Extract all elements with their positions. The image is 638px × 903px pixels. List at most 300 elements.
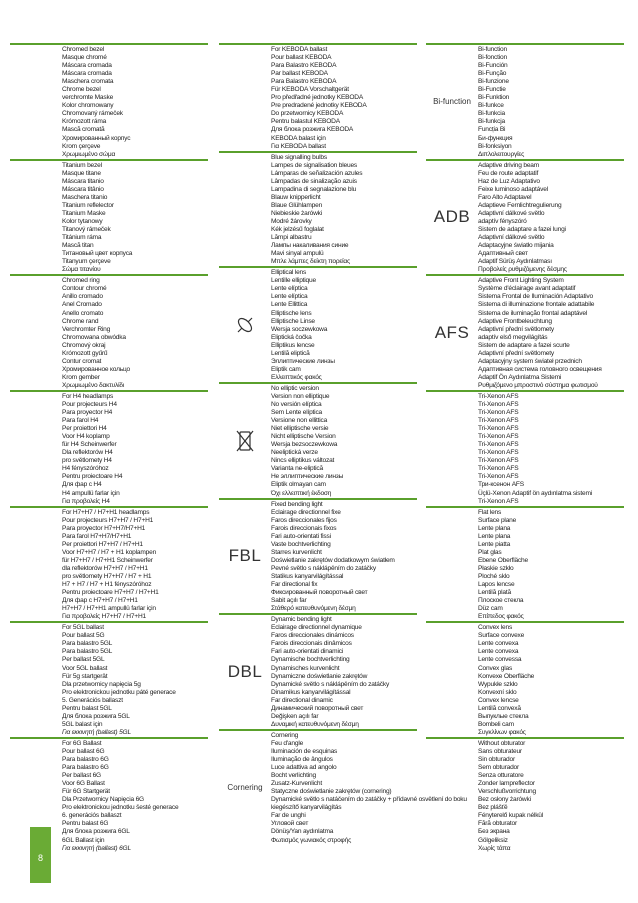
translation-item: Sistem de adaptare a fazei scurte	[478, 341, 570, 349]
translation-item: Maschera titanio	[62, 193, 108, 201]
translation-item: Contur cromat	[62, 357, 102, 365]
translation-list	[271, 268, 417, 382]
translation-item: Vaste bochtverlichting	[271, 540, 331, 548]
translation-item: pro světlomety H7+H7 / H7 + H1	[62, 573, 152, 580]
translation-item: Titanový rámeček	[62, 226, 111, 234]
translation-item: Wersja soczewkowa	[271, 325, 328, 333]
translation-item: Funcția Bi	[478, 126, 506, 134]
translation-item: Eclairage directionnel dynamique	[271, 624, 362, 632]
translation-item: Dynamické světlo s náklápěním do zatáčky	[271, 680, 390, 688]
section-label	[10, 45, 62, 159]
translation-item: Tri-Xenon AFS	[478, 473, 519, 481]
translation-item: Eclairage directionnel fixe	[271, 508, 341, 516]
translation-item: Pour ballast 5G	[62, 632, 105, 640]
translation-item: Chromed bezel	[62, 46, 105, 53]
translation-item: Für 6G Startgerät	[62, 788, 110, 796]
translation-item: Adaptieve Fernlichtregulierung	[478, 201, 562, 209]
translation-item: Lapos lencse	[478, 581, 515, 589]
translation-item: Adaptif Sürüş Aydınlatması	[478, 258, 552, 266]
translation-item: Lente plana	[478, 532, 511, 540]
translation-item: Bombeli cam	[478, 720, 514, 728]
translation-item: Динамический поворотный свет	[271, 704, 364, 712]
translation-item: Bi-funkce	[478, 102, 504, 110]
translation-list	[271, 500, 417, 614]
translation-item: Adaptivní dálkové světlo	[478, 209, 545, 217]
translation-item: Máscara titânio	[62, 185, 104, 193]
translation-item: Iluminação de ângulos	[271, 756, 333, 764]
translation-item: Adaptivní přední světlomety	[478, 349, 554, 357]
translation-item: Lente Ellittica	[271, 301, 308, 309]
translation-item: Pour ballast 6G	[62, 747, 105, 755]
section-noobturator	[426, 737, 624, 853]
translation-item: Pevné světlo s náklápěním do zatáčky	[271, 564, 376, 572]
elliptical-lens-icon	[219, 268, 271, 382]
translation-list	[478, 508, 624, 622]
translation-item: Do przetwornicy KEBODA	[271, 110, 344, 118]
translation-item: H4 ampullü farlar için	[62, 489, 120, 497]
column-3	[426, 43, 624, 853]
translation-item: 5GL balast için	[62, 720, 103, 728]
translation-item: Угловой свет	[271, 820, 309, 828]
translation-item: Для фар с H7+H7 / H7+H1	[62, 597, 138, 605]
translation-item: Para farol H4	[62, 417, 99, 425]
translation-item: For KEBODA ballast	[271, 46, 328, 53]
translation-item: Chromovaný rámeček	[62, 110, 123, 118]
translation-item: Verchromter Ring	[62, 325, 111, 333]
translation-item: Pour projecteurs H7+H7 / H7+H1	[62, 516, 154, 524]
translation-item: Feu de route adaptatif	[478, 169, 539, 177]
translation-item: kiegészítő kanyarvilágítás	[271, 804, 342, 812]
section-label	[10, 623, 62, 737]
translation-item: Dla reflektorów H4	[62, 449, 113, 457]
translation-item: Sem Lente elíptica	[271, 409, 323, 417]
translation-item: Для блока розжига KEBODA	[271, 126, 354, 134]
translation-item: 6GL Ballast için	[62, 836, 105, 844]
translation-item: KEBODA balast için	[271, 134, 326, 142]
translation-item: Faros direccionales dinámicos	[271, 632, 354, 640]
translation-item: Para balastro 5GL	[62, 648, 113, 656]
translation-item: Bi-Função	[478, 70, 507, 78]
translation-item: Cornering	[271, 731, 299, 739]
translation-item: Sin obturador	[478, 756, 515, 764]
translation-item: Tri-Xenon AFS	[478, 465, 519, 473]
translation-item: Dla przetwornicy napięcia 5g	[62, 680, 141, 688]
translation-item: 6. generációs ballaszt	[62, 812, 122, 820]
translation-item: Sistema di illuminazione frontale adattabile	[478, 301, 595, 309]
translation-item: Φωτισμός γωνιακός στροφής	[271, 836, 352, 844]
translation-item: Zusatz-Kurvenlicht	[271, 780, 323, 788]
section-label	[426, 508, 478, 622]
translation-item: Konvexe Oberfläche	[478, 672, 535, 680]
translation-item: Pentru proiectoare H7+H7 / H7+H1	[62, 589, 159, 597]
translation-list	[62, 276, 208, 390]
translation-item: Pentru balastul KEBODA	[271, 118, 340, 126]
translation-item: Kék jelzésű foglalat	[271, 226, 324, 234]
translation-item: H7+H7 / H7+H1 ampullü farlar için	[62, 605, 156, 613]
translation-item: Χρωμιωμένο σώμα	[62, 150, 116, 158]
translation-item: Konvexní sklo	[478, 688, 517, 696]
section-label: ADB	[433, 207, 471, 227]
translation-item: Niebieskie żarówki	[271, 209, 323, 217]
translation-item: Convex glas	[478, 664, 513, 672]
translation-item: Para Balastro KEBODA	[271, 62, 337, 70]
translation-item: Sabit açılı far	[271, 597, 307, 605]
translation-item: Sistema Frontal de Iluminación Adaptativo	[478, 293, 593, 301]
translation-item: Nincs elliptikus változat	[271, 457, 335, 465]
translation-item: Lentilă plată	[478, 589, 511, 597]
translation-item: pro světlomety H4	[62, 457, 112, 465]
translation-item: Fără obturator	[478, 820, 517, 828]
translation-item: For H4 headlamps	[62, 392, 114, 400]
translation-item: Farois direccionais fixos	[271, 524, 337, 532]
section-label	[426, 392, 478, 506]
translation-item: Mavi sinyal ampulü	[271, 250, 324, 258]
section-label: FBL	[228, 546, 262, 566]
translation-item: Surface convexe	[478, 632, 525, 640]
translation-item: Elliptische Linse	[271, 317, 315, 325]
translation-item: Haz de Luz Adaptativo	[478, 177, 540, 185]
translation-item: Lente elíptica	[271, 285, 308, 293]
translation-list	[478, 161, 624, 275]
translation-item: Адаптивный свет	[478, 250, 528, 258]
translation-item: Adaptivní dálkové světlo	[478, 234, 545, 242]
section-h7	[10, 506, 208, 622]
translation-item: Bi-funkcia	[478, 110, 505, 118]
translation-item: Dynamické světlo s natáčením do zatáčky + přídavné osvětlení do boku	[271, 796, 467, 804]
translation-item: Tri-Xenon AFS	[478, 457, 519, 465]
translation-item: adaptív fényszóró	[478, 217, 527, 225]
translation-item: Zonder lampreflector	[478, 780, 535, 788]
translation-item: Για KEBODA ballast	[271, 142, 326, 150]
translation-item: Lentille elliptique	[271, 277, 316, 285]
translation-item: adaptív első megvilágítás	[478, 333, 548, 341]
translation-item: Mască titan	[62, 242, 94, 250]
translation-item: Iluminación de esquinas	[271, 747, 338, 755]
section-dbl	[219, 613, 417, 729]
translation-item: Wypukłe szkło	[478, 680, 518, 688]
no-elliptical-lens-icon	[219, 384, 271, 498]
translation-item: Ploché sklo	[478, 573, 510, 580]
translation-item: Tri-Xenon AFS	[478, 409, 519, 417]
translation-item: Per ballast 6G	[62, 772, 101, 780]
translation-item: Не эллиптические линзы	[271, 473, 344, 481]
translation-item: Üçlü-Xenon Adaptif ön aydınlatma sistemi	[478, 489, 593, 497]
translation-item: Krom çerçeve	[62, 142, 101, 150]
translation-list	[62, 45, 208, 159]
translation-item: Pre predradené jednotky KEBODA	[271, 102, 367, 110]
translation-item: Convex lencse	[478, 696, 519, 704]
translation-item: Voor H4 koplamp	[62, 433, 110, 441]
translation-item: Tri-Xenon AFS	[478, 433, 519, 441]
translation-item: Συγκλίνων φακός	[478, 728, 526, 736]
translation-item: Для фар с H4	[62, 481, 102, 489]
translation-item: Para proyector H4	[62, 409, 113, 417]
translation-list	[62, 623, 208, 737]
translation-item: Gölgeliksiz	[478, 836, 508, 844]
translation-item: Voor H7+H7 / H7 + H1 koplampen	[62, 548, 157, 556]
translation-item: Chrome rand	[62, 317, 99, 325]
translation-item: Dynamiczne doświetlanie zakrętów	[271, 672, 368, 680]
translation-item: Fari auto-orientati dinamici	[271, 648, 344, 656]
translation-item: Titánium ráma	[62, 234, 102, 242]
translation-item: Adaptacyjny system świateł przednich	[478, 357, 582, 365]
translation-item: Para balastro 6G	[62, 756, 109, 764]
translation-item: Адаптивная система головного освещения	[478, 365, 602, 373]
translation-item: Titanyum çerçeve	[62, 258, 111, 266]
translation-item: Elliptical lens	[271, 269, 307, 277]
translation-item: Ελλειπτικός φακός	[271, 373, 322, 381]
translation-item: Lente piatta	[478, 540, 511, 548]
translation-item: Kolor chromowany	[62, 102, 114, 110]
translation-item: Surface plane	[478, 516, 517, 524]
section-convex	[426, 621, 624, 737]
translation-item: Μπλε λάμπες δείκτη πορείας	[271, 258, 350, 266]
translation-item: Adaptive driving beam	[478, 161, 540, 169]
translation-item: Tri-Xenon AFS	[478, 401, 519, 409]
translation-item: Χρωμιωμένο δακτυλίδι	[62, 381, 125, 389]
translation-item: Bez osłony żarówki	[478, 796, 531, 804]
translation-item: dla reflektorów H7+H7 / H7+H1	[62, 564, 148, 572]
translation-item: Три-ксенон AFS	[478, 481, 524, 489]
translation-item: Düz cam	[478, 605, 503, 613]
translation-item: Без экрана	[478, 828, 510, 836]
translation-item: Elliptische lens	[271, 309, 312, 317]
translation-item: Par ballast KEBODA	[271, 70, 328, 78]
translation-item: Für KEBODA Vorschaltgerät	[271, 86, 349, 94]
translation-list	[62, 739, 208, 853]
translation-item: Ρυθμιζόμενο μπροστινό σύστημα φωτισμού	[478, 381, 598, 389]
translation-item: Хромированное кольцо	[62, 365, 130, 373]
translation-item: Dönüş/Yan aydınlatma	[271, 828, 334, 836]
section-label: AFS	[434, 323, 470, 343]
translation-list	[62, 161, 208, 275]
translation-item: Plat glas	[478, 548, 502, 556]
translation-item: Χωρίς τάπα	[478, 844, 511, 852]
section-label	[10, 392, 62, 506]
translation-item: Προβολείς ρυθμιζόμενης δέσμης	[478, 266, 567, 274]
translation-item: Senza otturatore	[478, 772, 524, 780]
translation-item: Dynamic bending light	[271, 616, 332, 624]
translation-item: Elliptikus lencse	[271, 341, 315, 349]
translation-item: Statyczne doświetlanie zakrętów (cornering)	[271, 788, 392, 796]
translation-item: für H7+H7 / H7+H1 Scheinwerfer	[62, 556, 153, 564]
translation-item: Δυναμική κατευθυνόμενη δέσμη	[271, 720, 359, 728]
translation-item: Tri-Xenon AFS	[478, 497, 519, 505]
translation-item: Wersja bezsoczewkowa	[271, 441, 338, 449]
translation-item: Voor 5GL ballast	[62, 664, 108, 672]
translation-item: Fixed bending light	[271, 500, 323, 508]
translation-item: Pentru balast 6G	[62, 820, 109, 828]
translation-item: Lente elíptica	[271, 293, 308, 301]
translation-item: Tri-Xenon AFS	[478, 417, 519, 425]
section-label	[10, 276, 62, 390]
section-label	[219, 153, 271, 267]
translation-item: Lâmpadas de sinalização azuis	[271, 177, 357, 185]
section-afs	[426, 274, 624, 390]
translation-item: Máscara titanio	[62, 177, 104, 185]
translation-item: Faros direccionales fijos	[271, 516, 337, 524]
translation-item: No versión elíptica	[271, 401, 322, 409]
translation-item: Για προβολείς H4	[62, 497, 110, 505]
translation-item: 5. Generációs ballaszt	[62, 696, 123, 704]
translation-item: Sistema de iluminação frontal adaptável	[478, 309, 588, 317]
page-number: 8	[37, 853, 43, 863]
translation-item: Blauw knipperlicht	[271, 193, 321, 201]
translation-item: Για εκκινητή (ballast) 6GL	[62, 844, 131, 852]
translation-item: Pro elektronickou jednotku šesté generace	[62, 804, 179, 812]
translation-item: Statikus kanyarvilágítással	[271, 573, 344, 580]
translation-item: Tri-Xenon AFS	[478, 441, 519, 449]
translation-item: Per proiettori H7+H7 / H7+H1	[62, 540, 143, 548]
section-kebodafor	[219, 43, 417, 151]
section-trixenon	[426, 390, 624, 506]
translation-item: Dla Przetwornicy Napięcia 6G	[62, 796, 144, 804]
translation-item: Фиксированный поворотный свет	[271, 589, 368, 597]
translation-item: Fényterelő kupak nélkül	[478, 812, 544, 820]
column-1	[10, 43, 208, 853]
translation-item: Chrome bezel	[62, 86, 101, 94]
section-bifunction	[426, 43, 624, 159]
translation-item: Adaptive Front Lighting System	[478, 277, 564, 285]
translation-item: Bi-Función	[478, 62, 508, 70]
translation-item: Tri-Xenon AFS	[478, 392, 519, 400]
section-flat	[426, 506, 624, 622]
translation-item: Neeliptická verze	[271, 449, 318, 457]
translation-item: Bocht verlichting	[271, 772, 316, 780]
translation-list	[62, 508, 208, 622]
translation-item: Titanium bezel	[62, 161, 102, 169]
section-cornering	[219, 729, 467, 845]
translation-list	[271, 384, 417, 498]
translation-item: Flat lens	[478, 508, 502, 516]
translation-item: Płaskie szkło	[478, 564, 514, 572]
translation-item: Διπλολειτουργίες	[478, 150, 525, 158]
translation-item: Lente plana	[478, 524, 511, 532]
translation-item: Sans obturateur	[478, 747, 522, 755]
translation-item: Fari auto-orientati fissi	[271, 532, 331, 540]
translation-item: Επίπεδος φακός	[478, 613, 524, 621]
translation-item: Krom gember	[62, 373, 100, 381]
translation-list	[478, 623, 624, 737]
translation-item: Convex lens	[478, 624, 513, 632]
translation-list	[271, 45, 417, 151]
translation-item: Pour ballast KEBODA	[271, 54, 332, 62]
translation-item: Maschera cromata	[62, 78, 114, 86]
translation-item: Nicht elliptische Version	[271, 433, 336, 441]
translation-item: Doświetlanie zakrętów dodatkowym światłem	[271, 556, 395, 564]
translation-item: Versione non ellittica	[271, 417, 328, 425]
translation-item: Niet elliptische versie	[271, 425, 329, 433]
section-h4	[10, 390, 208, 506]
translation-item: Krómozott gyűrű	[62, 349, 108, 357]
translation-item: Para proyector H7+H7/H7+H1	[62, 524, 146, 532]
translation-item: Kolor tytanowy	[62, 217, 103, 225]
section-label: Bi-function	[433, 97, 471, 107]
translation-item: Değişken açılı far	[271, 712, 319, 720]
translation-item: Contour chromé	[62, 285, 107, 293]
translation-item: Chromowana obwódka	[62, 333, 126, 341]
translation-item: Pro elektronickou jednotku páté generace	[62, 688, 176, 696]
translation-item: Farois direccionais dinâmicos	[271, 640, 352, 648]
translation-item: Lentilă eliptică	[271, 349, 310, 357]
translation-item: Sistem de adaptare a fazei lungi	[478, 226, 566, 234]
translation-item: Anillo cromado	[62, 293, 103, 301]
translation-item: Máscara cromada	[62, 62, 112, 70]
translation-item: Para farol H7+H7/H7+H1	[62, 532, 132, 540]
translation-item: Bi-funkcja	[478, 118, 505, 126]
translation-item: Feu d'angle	[271, 739, 304, 747]
section-label	[10, 508, 62, 622]
translation-item: Para balastro 5GL	[62, 640, 113, 648]
translation-item: Эллиптические линзы	[271, 357, 335, 365]
translation-item: Titanium Maske	[62, 209, 106, 217]
translation-item: Anello cromato	[62, 309, 104, 317]
translation-item: Pentru proiectoare H4	[62, 473, 123, 481]
translation-item: Titanium reflelector	[62, 201, 114, 209]
translation-item: Anel Cromado	[62, 301, 102, 309]
translation-item: Sem obturador	[478, 764, 520, 772]
translation-item: Pro předřadné jednotky KEBODA	[271, 94, 364, 102]
translation-item: Eliptik cam	[271, 365, 301, 373]
section-label	[219, 45, 271, 151]
translation-item: Για εκκινητή (ballast) 5GL	[62, 728, 131, 736]
translation-item: Pentru balast 5GL	[62, 704, 112, 712]
translation-item: Lámparas de señalización azules	[271, 169, 363, 177]
translation-item: Far de unghi	[271, 812, 306, 820]
translation-item: Starres kurvenlicht	[271, 548, 322, 556]
translation-item: H4 fényszóróhoz	[62, 465, 109, 473]
section-label	[10, 161, 62, 275]
translation-item: Bi-function	[478, 46, 507, 53]
translation-item: Dynamisches kurvenlicht	[271, 664, 340, 672]
translation-list	[478, 45, 624, 159]
translation-item: Bi-funzione	[478, 78, 509, 86]
translation-item: Για προβολείς H7+H7 / H7+H1	[62, 613, 146, 621]
translation-item: Chromed ring	[62, 277, 100, 285]
translation-item: Би-функция	[478, 134, 513, 142]
translation-item: Système d'éclairage avant adaptatif	[478, 285, 576, 293]
translation-item: Lente convexa	[478, 640, 519, 648]
translation-item: Eliptik olmayan cam	[271, 481, 326, 489]
translation-item: Dinamikus kanyarvilágítással	[271, 688, 351, 696]
translation-item: Para Balastro KEBODA	[271, 78, 337, 86]
translation-item: Pour projecteurs H4	[62, 401, 117, 409]
translation-item: Für 5g startgerät	[62, 672, 108, 680]
translation-list	[478, 276, 624, 390]
translation-item: Σώμα τιτανίου	[62, 266, 101, 274]
translation-list	[271, 615, 417, 729]
translation-item: Adaptive Frontbeleuchtung	[478, 317, 552, 325]
translation-item: für H4 Scheinwerfer	[62, 441, 117, 449]
translation-item: Para balastro 6G	[62, 764, 109, 772]
translation-item: Feixe luminoso adaptável	[478, 185, 548, 193]
translation-item: Ebene Oberfläche	[478, 556, 528, 564]
translation-item: Lente convexa	[478, 648, 519, 656]
translation-item: Faro Alto Adaptavel	[478, 193, 532, 201]
translation-item: Στάθερό κατευθυνόμενη δέσμη	[271, 605, 356, 613]
translation-item: Adaptivní přední světlomety	[478, 325, 554, 333]
translation-item: Máscara cromada	[62, 70, 112, 78]
translation-item: Lentilă convexă	[478, 704, 521, 712]
translation-list	[62, 392, 208, 506]
translation-item: For 6G Ballast	[62, 739, 102, 747]
translation-item: Bi-Funktion	[478, 94, 510, 102]
translation-item: No elliptic version	[271, 384, 319, 392]
translation-item: Титановый цвет корпуса	[62, 250, 133, 258]
translation-item: Without obturator	[478, 739, 526, 747]
translation-item: Chromový okraj	[62, 341, 106, 349]
translation-item: H7 + H7 / H7 + H1 fényszóróhoz	[62, 581, 152, 589]
